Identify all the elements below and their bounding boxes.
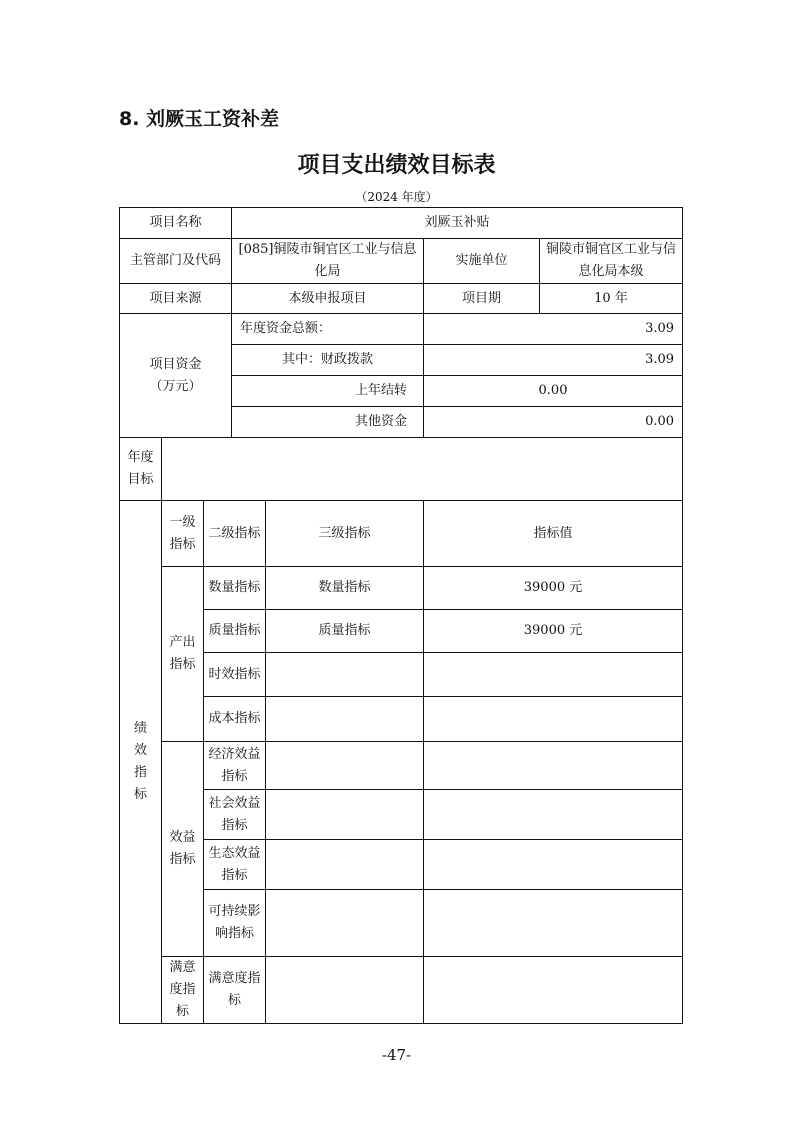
dept-label: 主管部门及代码 [120,239,232,284]
funds-row-value: 3.09 [424,345,683,376]
indicators-label: 绩效指标 [120,501,162,1024]
header-value: 指标值 [424,501,683,567]
funds-row-label: 上年结转 [232,376,424,407]
page-number: -47- [381,1046,412,1064]
funds-row-label: 其他资金 [232,407,424,438]
source-value: 本级申报项目 [232,284,424,314]
funds-row-label: 其中：财政拨款 [232,345,424,376]
dept-value: [085]铜陵市铜官区工业与信息化局 [232,239,424,284]
header-level3: 三级指标 [266,501,424,567]
performance-table [119,207,683,1024]
funds-row-value: 0.00 [424,376,683,407]
value-cell [424,742,683,790]
level2-cell: 社会效益指标 [204,790,266,840]
value-cell [424,957,683,1024]
level3-cell: 质量指标 [266,610,424,653]
period-value: 10 年 [540,284,683,314]
period-label: 项目期 [424,284,540,314]
level3-cell [266,653,424,697]
funds-row-value: 0.00 [424,407,683,438]
unit-value: 铜陵市铜官区工业与信息化局本级 [540,239,683,284]
level2-cell: 质量指标 [204,610,266,653]
value-cell [424,840,683,890]
page-title: 项目支出绩效目标表 [297,153,496,178]
level3-cell [266,697,424,742]
funds-row-value: 3.09 [424,314,683,345]
source-label: 项目来源 [120,284,232,314]
level3-cell [266,742,424,790]
value-cell [424,653,683,697]
value-cell: 39000 元 [424,610,683,653]
funds-label: 项目资金（万元） [120,314,232,438]
level2-cell: 时效指标 [204,653,266,697]
level3-cell [266,790,424,840]
value-cell: 39000 元 [424,567,683,610]
unit-label: 实施单位 [424,239,540,284]
level2-cell: 成本指标 [204,697,266,742]
section-heading: 8. 刘厥玉工资补差 [119,108,280,130]
header-level1: 一级指标 [162,501,204,567]
level2-cell: 可持续影响指标 [204,890,266,957]
annual-goal-value [162,438,683,501]
level3-cell [266,957,424,1024]
value-cell [424,890,683,957]
annual-goal-label: 年度目标 [120,438,162,501]
funds-row-label: 年度资金总额： [232,314,424,345]
value-cell [424,790,683,840]
group-output: 产出指标 [162,567,204,742]
year-label: （2024 年度） [355,190,438,204]
level2-cell: 生态效益指标 [204,840,266,890]
group-satisfaction: 满意度指标 [162,957,204,1024]
level3-cell [266,840,424,890]
group-benefit: 效益指标 [162,742,204,957]
level3-cell: 数量指标 [266,567,424,610]
level2-cell: 经济效益指标 [204,742,266,790]
level2-cell: 数量指标 [204,567,266,610]
level2-cell: 满意度指标 [204,957,266,1024]
level3-cell [266,890,424,957]
project-name-label: 项目名称 [120,208,232,239]
header-level2: 二级指标 [204,501,266,567]
value-cell [424,697,683,742]
project-name: 刘厥玉补贴 [232,208,683,239]
